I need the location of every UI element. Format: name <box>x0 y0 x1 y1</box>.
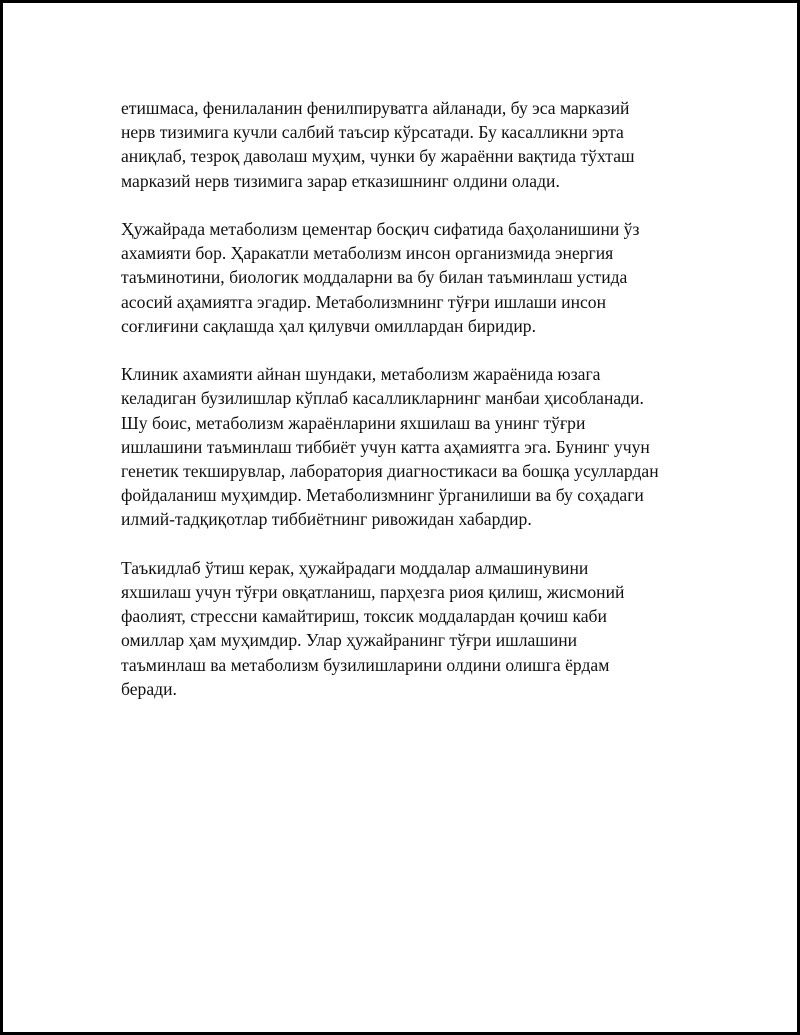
text-line: Ҳужайрада метаболизм цементар босқич сифатида баҳоланишини ўз <box>121 219 640 239</box>
text-line: фойдаланиш муҳимдир. Метаболизмнинг ўрганилиши ва бу соҳадаги <box>121 485 644 506</box>
text-line: генетик текширувлар, лаборатория диагностикаси ва бошқа усуллардан <box>121 461 659 482</box>
text-line: таъминлаш ва метаболизм бузилишларини олдини олишга ёрдам <box>121 654 610 675</box>
paragraph-4 <box>121 556 701 701</box>
text-line: таъминотини, биологик моддаларни ва бу билан таъминлаш устида <box>121 267 628 288</box>
text-line: илмий-тадқиқотлар тиббиётнинг ривожидан хабардир. <box>121 509 532 530</box>
text-line: Таъкидлаб ўтиш керак, ҳужайрадаги моддалар алмашинувини <box>121 557 589 578</box>
text-line: марказий нерв тизимига зарар етказишнинг олдини олади. <box>121 170 560 191</box>
text-line: беради. <box>121 678 177 699</box>
text-line: Шу боис, метаболизм жараёнларини яхшилаш ва унинг тўғри <box>121 412 586 433</box>
document-body <box>121 96 701 725</box>
text-line: аниқлаб, тезроқ даволаш муҳим, чунки бу жараённи вақтида тўхташ <box>121 146 635 167</box>
text-line: соғлиғини сақлашда ҳал қилувчи омиллардан биридир. <box>121 315 536 336</box>
text-line: Клиник ахамияти айнан шундаки, метаболизм жараёнида юзага <box>121 364 601 385</box>
text-line: ахамияти бор. Ҳаракатли метаболизм инсон организмида энергия <box>121 243 614 264</box>
text-line: нерв тизимига кучли салбий таъсир кўрсатади. Бу касалликни эрта <box>121 122 624 143</box>
text-line: яхшилаш учун тўғри овқатланиш, парҳезга риоя қилиш, жисмоний <box>121 582 625 603</box>
text-line: фаолият, стрессни камайтириш, токсик моддалардан қочиш каби <box>121 606 607 627</box>
text-line: келадиган бузилишлар кўплаб касалликларнинг манбаи ҳисобланади. <box>121 388 644 409</box>
paragraph-3 <box>121 362 701 531</box>
paragraph-2 <box>121 217 701 338</box>
text-line: ишлашини таъминлаш тиббиёт учун катта аҳамиятга эга. Бунинг учун <box>121 436 650 457</box>
paragraph-1 <box>121 96 701 193</box>
text-line: етишмаса, фенилаланин фенилпируватга айланади, бу эса марказий <box>121 98 630 118</box>
text-line: омиллар ҳам муҳимдир. Улар ҳужайранинг тўғри ишлашини <box>121 630 578 651</box>
text-line: асосий аҳамиятга эгадир. Метаболизмнинг тўғри ишлаши инсон <box>121 291 607 312</box>
